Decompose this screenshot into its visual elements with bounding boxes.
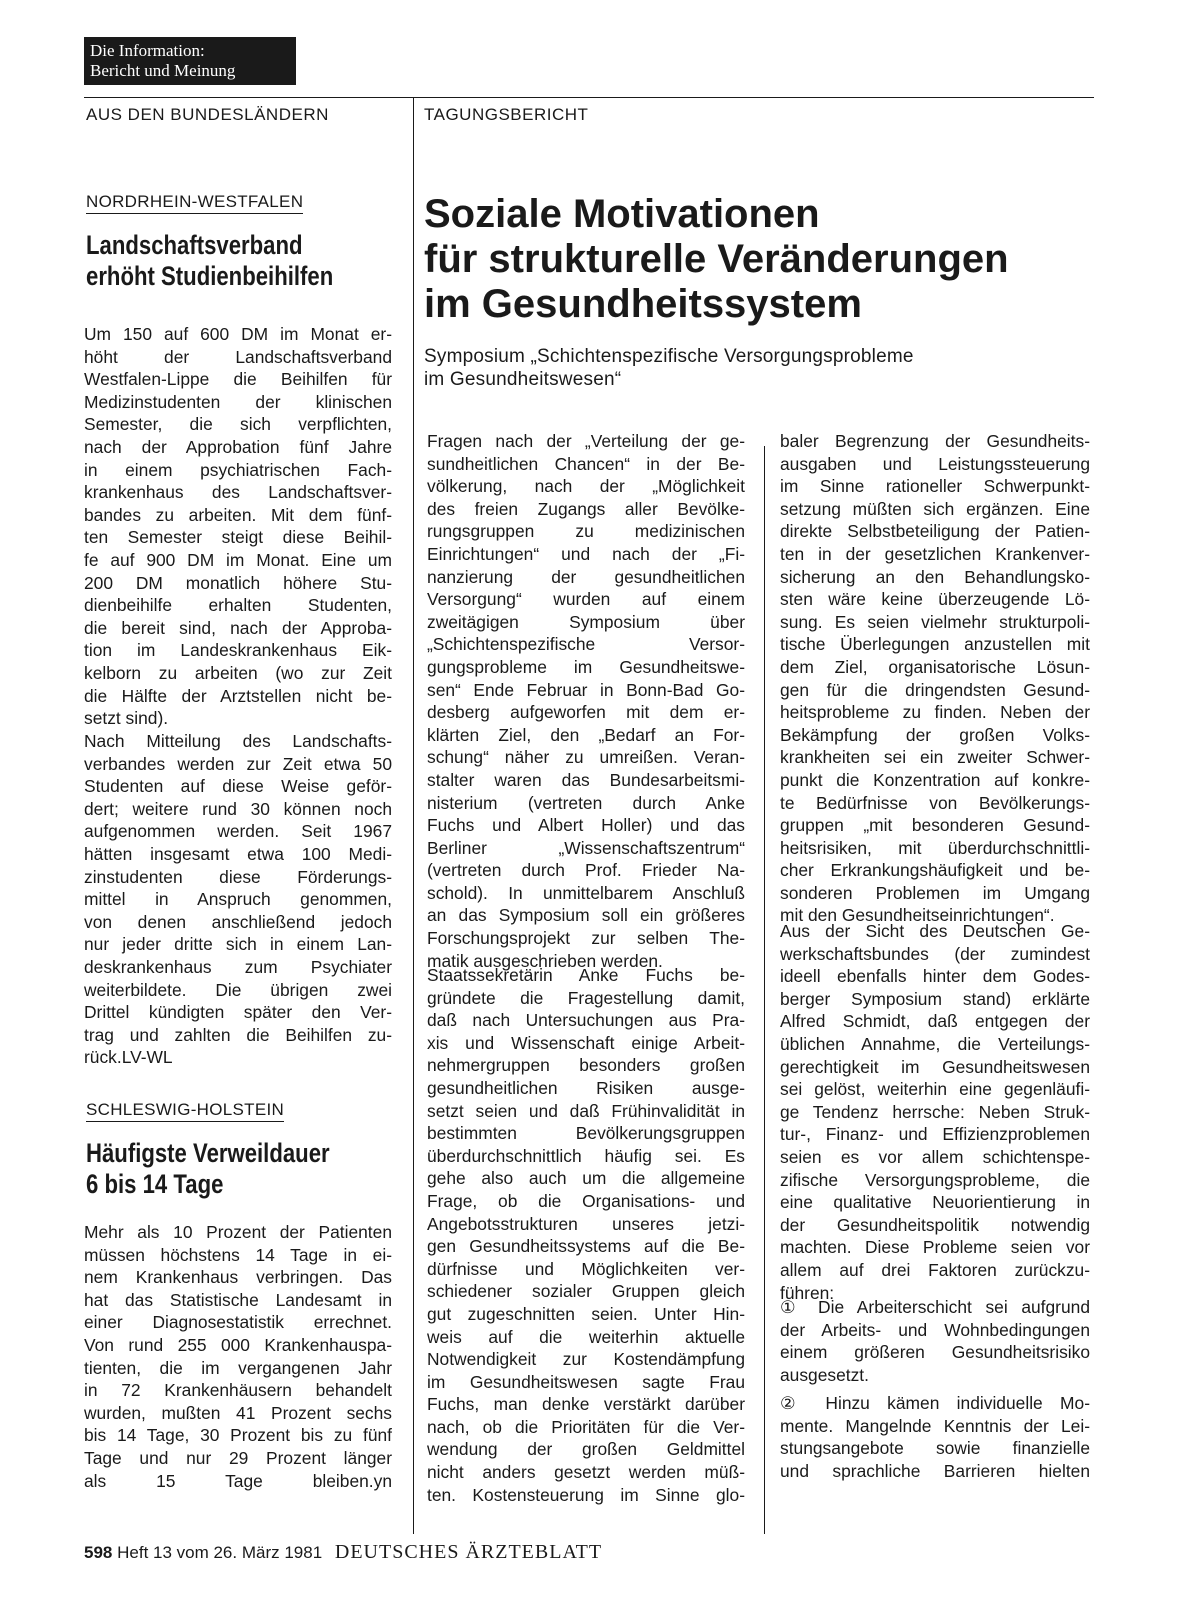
text-line: des freien Zugangs aller Bevölke- [427,498,745,519]
rubric-line-2: Bericht und Meinung [90,61,236,80]
text-line: werkschaftsbundes (der zumindest [780,943,1090,964]
text-line: Forschungsprojekt zur selben The- [427,928,745,949]
article2-kicker-wrap [86,1100,284,1120]
text-line: Westfalen-Lippe die Beihilfen für [84,369,392,390]
text-line: nach, ob die Prioritäten für die Ver- [427,1416,745,1437]
text-line: stalter waren das Bundesarbeitsmi- [427,769,745,790]
subtitle-line: im Gesundheitswesen“ [424,369,622,390]
text-line: üblichen Annahme, die Verteilungs- [780,1033,1090,1054]
text-line: Einrichtungen“ und nach der „Fi- [427,543,745,564]
article2-headline [86,1138,330,1200]
text-line: die Hälfte der Arztstellen nicht be- [84,685,392,706]
text-line: allem auf drei Faktoren zurückzu- [780,1259,1090,1280]
text-line: sung. Es seien vielmehr strukturpoli- [780,611,1090,632]
text-line: überdurchschnittlich häufig sei. Es [427,1145,745,1166]
text-line: weiterbildete. Die übrigen zwei [84,979,392,1000]
article1-kicker-wrap [86,192,303,212]
text-line: nehmergruppen besonders großen [427,1055,745,1076]
text-line: gungsprobleme im Gesundheitswe- [427,656,745,677]
title-line: im Gesundheitssystem [424,282,862,326]
main-paragraph-3 [780,430,1090,927]
text-line: höht der Landschaftsverband [84,346,392,367]
text-line: ten. Kostensteuerung im Sinne glo- [427,1484,745,1505]
text-line: müssen höchstens 14 Tage in ei- [84,1244,392,1265]
text-line: aufgenommen werden. Seit 1967 [84,821,392,842]
main-paragraph-5 [780,1296,1090,1386]
text-line: Nach Mitteilung des Landschafts- [84,731,392,751]
main-paragraph-4 [780,920,1090,1304]
text-line: Mehr als 10 Prozent der Patienten [84,1222,392,1242]
text-line: nanzierung der gesundheitlichen [427,566,745,587]
headline-line: 6 bis 14 Tage [86,1169,224,1199]
text-line: sen“ Ende Februar in Bonn-Bad Go- [427,679,745,700]
text-line: te Bedürfnisse von Bevölkerungs- [780,792,1090,813]
text-line: gründete die Fragestellung damit, [427,987,745,1008]
text-line: setzt sind). [84,708,169,729]
rubric-badge [84,37,296,85]
text-line: hat das Statistische Landesamt in [84,1289,392,1310]
text-line: krankheiten sei ein zweiter Schwer- [780,747,1090,768]
text-line: von denen anschließend jedoch [84,911,392,932]
text-line: seien es vor allem schichtenspe- [780,1146,1090,1167]
column-divider [413,97,414,1534]
text-line: hätten insgesamt etwa 100 Medi- [84,843,392,864]
text-line: Fuchs und Albert Holler) und das [427,815,745,836]
text-line: schiedener sozialer Gruppen gleich [427,1281,745,1302]
text-line: eine qualitative Neuorientierung in [780,1192,1090,1213]
text-line: bestimmten Bevölkerungsgruppen [427,1123,745,1144]
text-line: im Sinne rationeller Schwerpunkt- [780,476,1090,497]
page-footer [84,1541,602,1564]
text-line: in einem psychiatrischen Fach- [84,459,392,480]
text-line: schung“ näher zu umreißen. Veran- [427,747,745,768]
text-line: Semester, die sich verpflichten, [84,414,392,435]
text-line: nicht anders gesetzt werden müß- [427,1462,745,1483]
section-label-left: AUS DEN BUNDESLÄNDERN [86,105,329,124]
text-line: Berliner „Wissenschaftszentrum“ [427,837,745,858]
text-line: tion im Landeskrankenhaus Eik- [84,640,392,661]
text-line: setzt seien und daß Frühinvalidität in [427,1100,745,1121]
text-line: rungsgruppen zu medizinischen [427,521,745,542]
text-line: Von rund 255 000 Krankenhauspa- [84,1334,392,1355]
author-sign: yn [373,1470,392,1491]
text-line: stungsangebote sowie finanzielle [780,1438,1090,1459]
text-line: und sprachliche Barrieren hielten [780,1460,1090,1481]
text-line: „Schichtenspezifische Versor- [427,634,745,655]
text-line: krankenhaus des Landschaftsver- [84,482,392,503]
text-line: der Arbeits- und Wohnbedingungen [780,1319,1090,1340]
article2-kicker: SCHLESWIG-HOLSTEIN [86,1100,284,1122]
text-line: nach der Approbation fünf Jahre [84,436,392,457]
text-line: schold). In unmittelbarem Anschluß [427,882,745,903]
text-line: wurden, mußten 41 Prozent sechs [84,1402,392,1423]
article1-kicker: NORDRHEIN-WESTFALEN [86,192,303,214]
text-line: heitsrisiken, mit überdurchschnittli- [780,837,1090,858]
text-line: nem Krankenhaus verbringen. Das [84,1267,392,1288]
text-line: Bekämpfung der großen Volks- [780,724,1090,745]
text-line: im Gesundheitswesen sagte Frau [427,1371,745,1392]
text-line: bis 14 Tage, 30 Prozent bis zu fünf [84,1425,392,1446]
text-line: gerechtigkeit im Gesundheitswesen [780,1056,1090,1077]
text-line: gesundheitlichen Risiken ausge- [427,1077,745,1098]
text-line: dem Ziel, organisatorische Lösun- [780,656,1090,677]
text-line: berger Symposium stand) erklärte [780,988,1090,1009]
text-line: matik ausgeschrieben werden. [427,950,663,971]
text-line: daß nach Untersuchungen aus Pra- [427,1010,745,1031]
headline-line: Häufigste Verweildauer [86,1138,330,1168]
rubric-line-1: Die Information: [90,41,205,60]
text-line: Medizinstudenten der klinischen [84,391,392,412]
text-line: zinstudenten diese Förderungs- [84,866,392,887]
text-line: Fuchs, man denke verstärkt darüber [427,1394,745,1415]
main-paragraph-2 [427,964,745,1506]
text-line: Fragen nach der „Verteilung der ge- [427,431,745,451]
text-line: ge Tendenz herrsche: Neben Struk- [780,1101,1090,1122]
text-line: Alfred Schmidt, daß entgegen der [780,1011,1090,1032]
text-line: völkerung, nach der „Möglichkeit [427,476,745,497]
text-line: machten. Diese Probleme seien vor [780,1237,1090,1258]
text-line: sicherung an den Behandlungsko- [780,566,1090,587]
text-line: ten Semester steigt diese Beihil- [84,527,392,548]
text-line: verbandes werden zur Zeit etwa 50 [84,753,392,774]
signature-line [84,1046,392,1069]
text-line: wendung der großen Geldmittel [427,1439,745,1460]
text-line: dienbeihilfe erhalten Studenten, [84,595,392,616]
article1-headline [86,230,333,292]
text-line: xis und Wissenschaft einige Arbeit- [427,1032,745,1053]
text-line: ① Die Arbeiterschicht sei aufgrund [780,1297,1090,1317]
text-line: dert; weitere rund 30 können noch [84,798,392,819]
text-line: Aus der Sicht des Deutschen Ge- [780,921,1090,941]
text-line: Versorgung“ wurden auf einem [427,589,745,610]
text-line: ausgesetzt. [780,1364,869,1385]
text-line: heitsprobleme zu finden. Neben der [780,702,1090,723]
text-line: baler Begrenzung der Gesundheits- [780,431,1090,451]
text-line: die bereit sind, nach der Approba- [84,617,392,638]
title-line: für strukturelle Veränderungen [424,237,1009,281]
text-line: sundheitlichen Chancen“ in der Be- [427,453,745,474]
top-rule [84,97,1094,98]
text-line: nur jeder dritte sich in einem Lan- [84,934,392,955]
text-line: kelborn zu arbeiten (wo zur Zeit [84,662,392,683]
text-line: gruppen „mit besonderen Gesund- [780,815,1090,836]
text-line: bandes zu arbeiten. Mit dem fünf- [84,504,392,525]
column-divider-2 [764,446,765,1534]
text-line: (vertreten durch Prof. Frieder Na- [427,860,745,881]
text-line: ② Hinzu kämen individuelle Mo- [780,1393,1090,1413]
last-line: als 15 Tage bleiben. [84,1470,374,1491]
text-line: Frage, ob die Organisations- und [427,1190,745,1211]
last-line: rück. [84,1047,122,1068]
text-line: mente. Mangelnde Kenntnis der Lei- [780,1415,1090,1436]
text-line: punkt die Konzentration auf konkre- [780,769,1090,790]
text-line: Notwendigkeit zur Kostendämpfung [427,1349,745,1370]
article1-paragraph-2 [84,730,392,1069]
text-line: mittel in Anspruch genommen, [84,889,392,910]
text-line: tische Überlegungen anzustellen mit [780,634,1090,655]
text-line: gut zugeschnitten seien. Unter Hin- [427,1303,745,1324]
article1-paragraph-1 [84,323,392,730]
text-line: einer Diagnosestatistik errechnet. [84,1312,392,1333]
text-line: Staatssekretärin Anke Fuchs be- [427,965,745,985]
text-line: Studenten auf diese Weise geför- [84,776,392,797]
issue-info: Heft 13 vom 26. März 1981 [117,1543,323,1562]
text-line: cher Erkrankungshäufigkeit und be- [780,860,1090,881]
text-line: deskrankenhaus zum Psychiater [84,956,392,977]
page-number: 598 [84,1543,113,1562]
masthead: DEUTSCHES ÄRZTEBLATT [334,1541,603,1563]
author-sign: LV-WL [121,1047,173,1068]
text-line: zifische Versorgungsprobleme, die [780,1169,1090,1190]
text-line: Angebotsstrukturen unseres jetzi- [427,1213,745,1234]
main-title [424,192,1009,327]
main-paragraph-1 [427,430,745,972]
text-line: ausgaben und Leistungssteuerung [780,453,1090,474]
text-line: an das Symposium soll ein größeres [427,905,745,926]
text-line: klärten Ziel, den „Bedarf an For- [427,724,745,745]
text-line: direkte Selbstbeteiligung der Patien- [780,521,1090,542]
text-line: tur-, Finanz- und Effizienzproblemen [780,1124,1090,1145]
text-line: führen: [780,1282,835,1303]
text-line: dürfnisse und Möglichkeiten ver- [427,1258,745,1279]
text-line: sten wäre keine überzeugende Lö- [780,589,1090,610]
subtitle-line: Symposium „Schichtenspezifische Versorgungsprobleme [424,346,914,367]
text-line: weis auf die weiterhin aktuelle [427,1326,745,1347]
text-line: gehe also auch um die allgemeine [427,1168,745,1189]
title-line: Soziale Motivationen [424,192,820,236]
text-line: desberg aufgeworfen mit dem er- [427,702,745,723]
text-line: nisterium (vertreten durch Anke [427,792,745,813]
article2-paragraph [84,1221,392,1492]
text-line: zweitägigen Symposium über [427,611,745,632]
text-line: trag und zahlten die Beihilfen zu- [84,1024,392,1045]
text-line: Drittel kündigten später den Ver- [84,1002,392,1023]
text-line: gen für die dringendsten Gesund- [780,679,1090,700]
text-line: sonderen Problemen im Umgang [780,882,1090,903]
text-line: einem größeren Gesundheitsrisiko [780,1342,1090,1363]
text-line: Tage und nur 29 Prozent länger [84,1447,392,1468]
text-line: 200 DM monatlich höhere Stu- [84,572,392,593]
section-label-right: TAGUNGSBERICHT [424,105,589,124]
text-line: ideell ebenfalls hinter dem Godes- [780,966,1090,987]
text-line: sei gelöst, weiterhin eine gegenläufi- [780,1079,1090,1100]
text-line: mit den Gesundheitseinrichtungen“. [780,905,1055,926]
signature-line [84,1470,392,1493]
main-paragraph-6 [780,1392,1090,1482]
headline-line: erhöht Studienbeihilfen [86,261,334,291]
text-line: ten in der gesetzlichen Krankenver- [780,543,1090,564]
text-line: der Gesundheitspolitik notwendig [780,1214,1090,1235]
text-line: setzung müßten sich ergänzen. Eine [780,498,1090,519]
text-line: gen Gesundheitssystems auf die Be- [427,1236,745,1257]
text-line: in 72 Krankenhäusern behandelt [84,1380,392,1401]
text-line: fe auf 900 DM im Monat. Eine um [84,549,392,570]
headline-line: Landschaftsverband [86,230,303,260]
text-line: tienten, die im vergangenen Jahr [84,1357,392,1378]
text-line: Um 150 auf 600 DM im Monat er- [84,324,392,344]
main-subtitle [424,345,914,391]
